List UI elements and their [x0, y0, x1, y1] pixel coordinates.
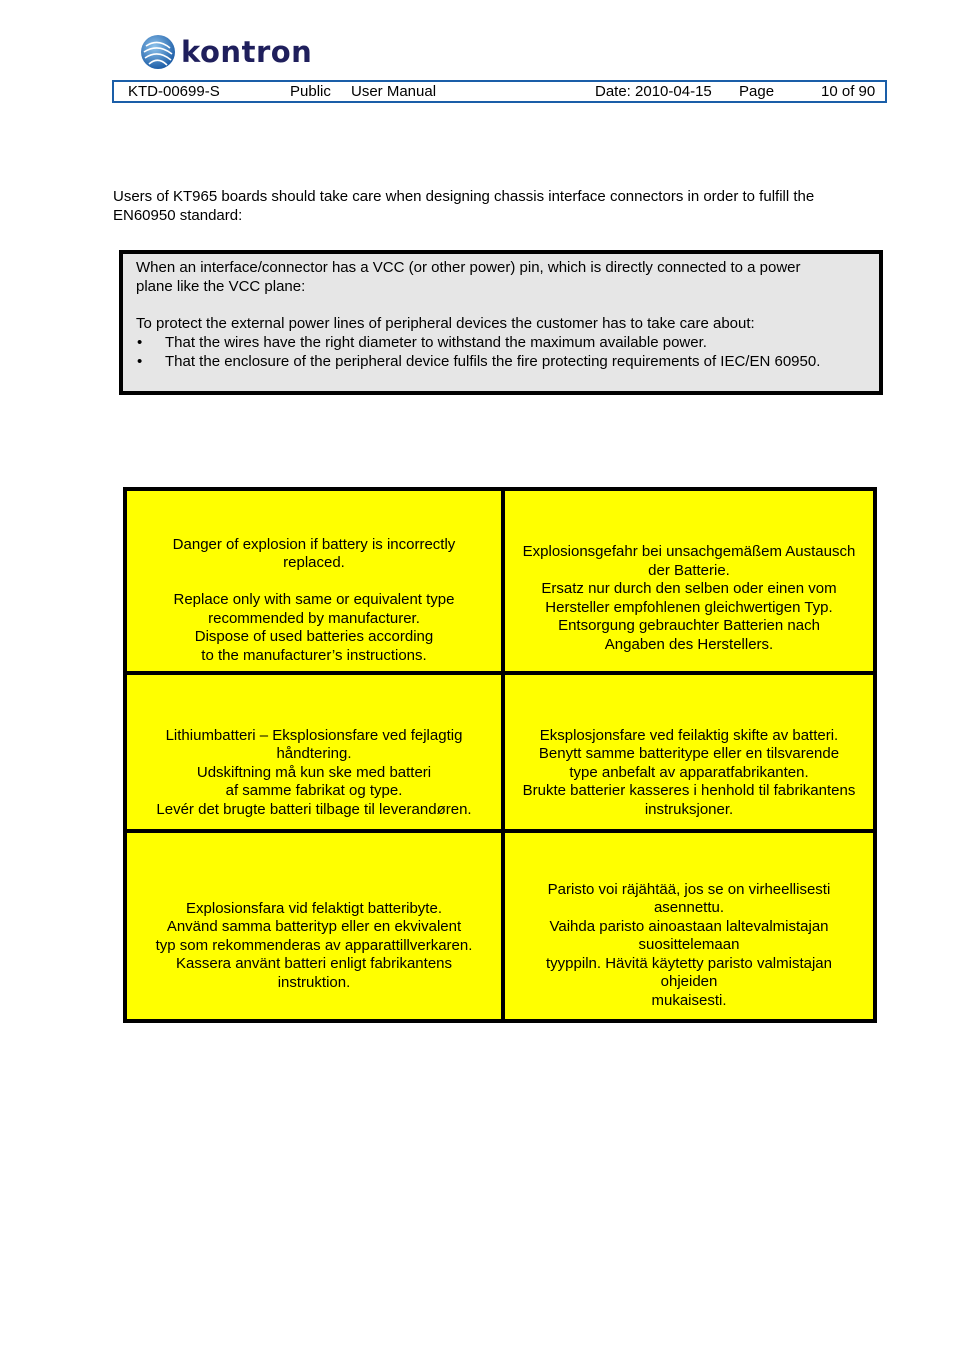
logo-wordmark: kontron: [181, 35, 313, 69]
warning-norwegian: Eksplosjonsfare ved feilaktig skifte av batteri. Benytt samme batteritype eller en tilsvarende type anbefalt av apparatfabrikanten. Brukte batterier kasseres i henhold til fabrikantens instruksjoner.: [505, 675, 873, 829]
list-item: • That the enclosure of the peripheral device fulfils the fire protecting requirements of IEC/EN 60950.: [137, 353, 821, 370]
document-header-bar: [112, 80, 887, 103]
battery-warning-table: [123, 487, 877, 1023]
warning-finnish: Paristo voi räjähtää, jos se on virheellisesti asennettu. Vaihda paristo ainoastaan laltevalmistajan suosittelemaan tyyppiln. Hävitä käytetty paristo valmistajan ohjeiden mukaisesti.: [505, 833, 873, 1019]
notice-line-2: plane like the VCC plane:: [136, 278, 306, 295]
globe-swirl-icon: [140, 34, 176, 70]
list-item: • That the wires have the right diameter to withstand the maximum available power.: [137, 334, 707, 351]
notice-line-1: When an interface/connector has a VCC (or other power) pin, which is directly connected to a power: [136, 259, 801, 276]
warning-swedish: Explosionsfara vid felaktigt batteribyte. Använd samma batterityp eller en ekvivalent typ som rekommenderas av apparattillverkaren. Kassera använt batteri enligt fabrikantens instruktion.: [127, 833, 501, 1019]
notice-bullet-list: [123, 333, 879, 371]
document-id: KTD-00699-S: [128, 83, 220, 100]
page-number: 10 of 90: [821, 83, 876, 100]
intro-line-2: EN60950 standard:: [113, 206, 243, 224]
power-notice-box: [119, 250, 883, 395]
classification: Public: [290, 83, 331, 100]
notice-line-3: To protect the external power lines of peripheral devices the customer has to take care about:: [136, 315, 755, 332]
document-type: User Manual: [351, 83, 437, 100]
kontron-logo: [140, 33, 312, 71]
bullet-icon: •: [137, 334, 143, 351]
warning-german: Explosionsgefahr bei unsachgemäßem Austausch der Batterie. Ersatz nur durch den selben oder einen vom Hersteller empfohlenen gleichwertigen Typ. Entsorgung gebrauchter Batterien nach Angaben des Herstellers.: [505, 491, 873, 671]
intro-line-1: Users of KT965 boards should take care when designing chassis interface connectors in order to fulfill the: [113, 188, 815, 205]
bullet-icon: •: [137, 353, 143, 370]
warning-danish: Lithiumbatteri – Eksplosionsfare ved fejlagtig håndtering. Udskiftning må kun ske med batteri af samme fabrikat og type. Levér det brugte batteri tilbage til leverandøren.: [127, 675, 501, 829]
intro-paragraph: [113, 188, 883, 225]
warning-english: Danger of explosion if battery is incorrectly replaced. Replace only with same or equivalent type recommended by manufacturer. Dispose of used batteries according to the manufacturer’s instructions.: [127, 491, 501, 671]
document-date: Date: 2010-04-15: [595, 83, 712, 100]
page-label: Page: [739, 83, 775, 100]
